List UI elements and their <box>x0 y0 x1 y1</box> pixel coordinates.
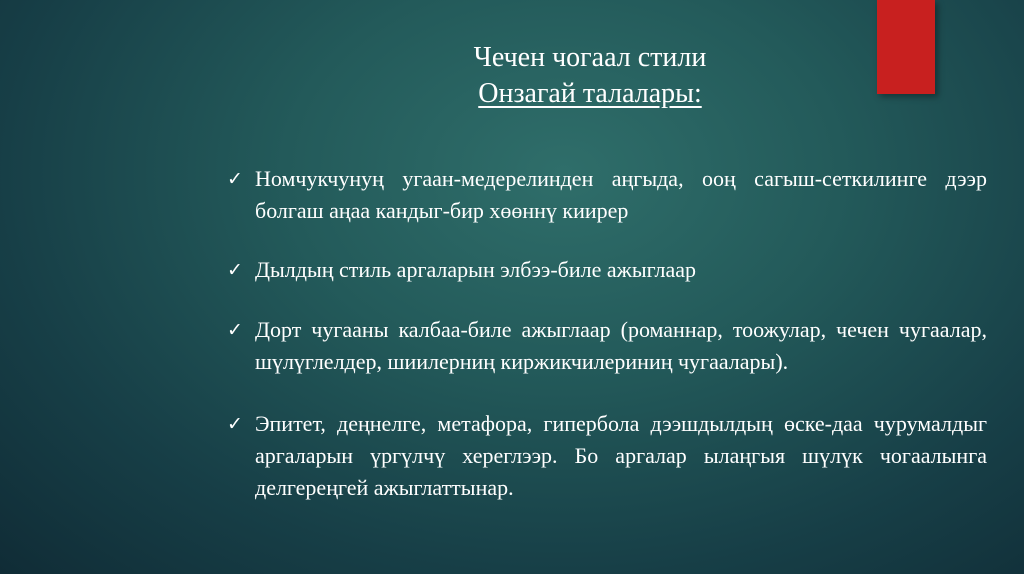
bullet-item <box>227 163 987 227</box>
checkmark-icon: ✓ <box>227 259 243 281</box>
bullet-text: Дорт чугааны калбаа-биле ажыглаар (романнар, тоожулар, чечен чугаалар, шүлүглелдер, шиилерниң киржикчилериниң чугаалары). <box>255 317 987 374</box>
bullet-item <box>227 314 987 378</box>
checkmark-icon: ✓ <box>227 319 243 341</box>
bullet-item <box>227 254 987 286</box>
red-accent-bar <box>877 0 935 94</box>
slide-title-block <box>360 40 820 112</box>
bullet-text: Эпитет, деңнелге, метафора, гипербола дээшдылдың өске-даа чурумалдыг аргаларын үргүлчү хереглээр. Бо аргалар ылаңгыя шүлүк чогаалынга делгереңгей ажыглаттынар. <box>255 411 987 500</box>
bullet-list <box>227 163 987 531</box>
slide-title: Чечен чогаал стили <box>473 42 707 73</box>
bullet-text: Номчукчунуң угаан-медерелинден аңгыда, ооң сагыш-сеткилинге дээр болгаш аңаа кандыг-бир хөөннү киирер <box>255 166 987 223</box>
slide-subtitle: Онзагай талалары: <box>478 78 702 109</box>
bullet-item <box>227 408 987 504</box>
checkmark-icon: ✓ <box>227 413 243 435</box>
checkmark-icon: ✓ <box>227 168 243 190</box>
bullet-text: Дылдың стиль аргаларын элбээ-биле ажыглаар <box>255 257 697 282</box>
